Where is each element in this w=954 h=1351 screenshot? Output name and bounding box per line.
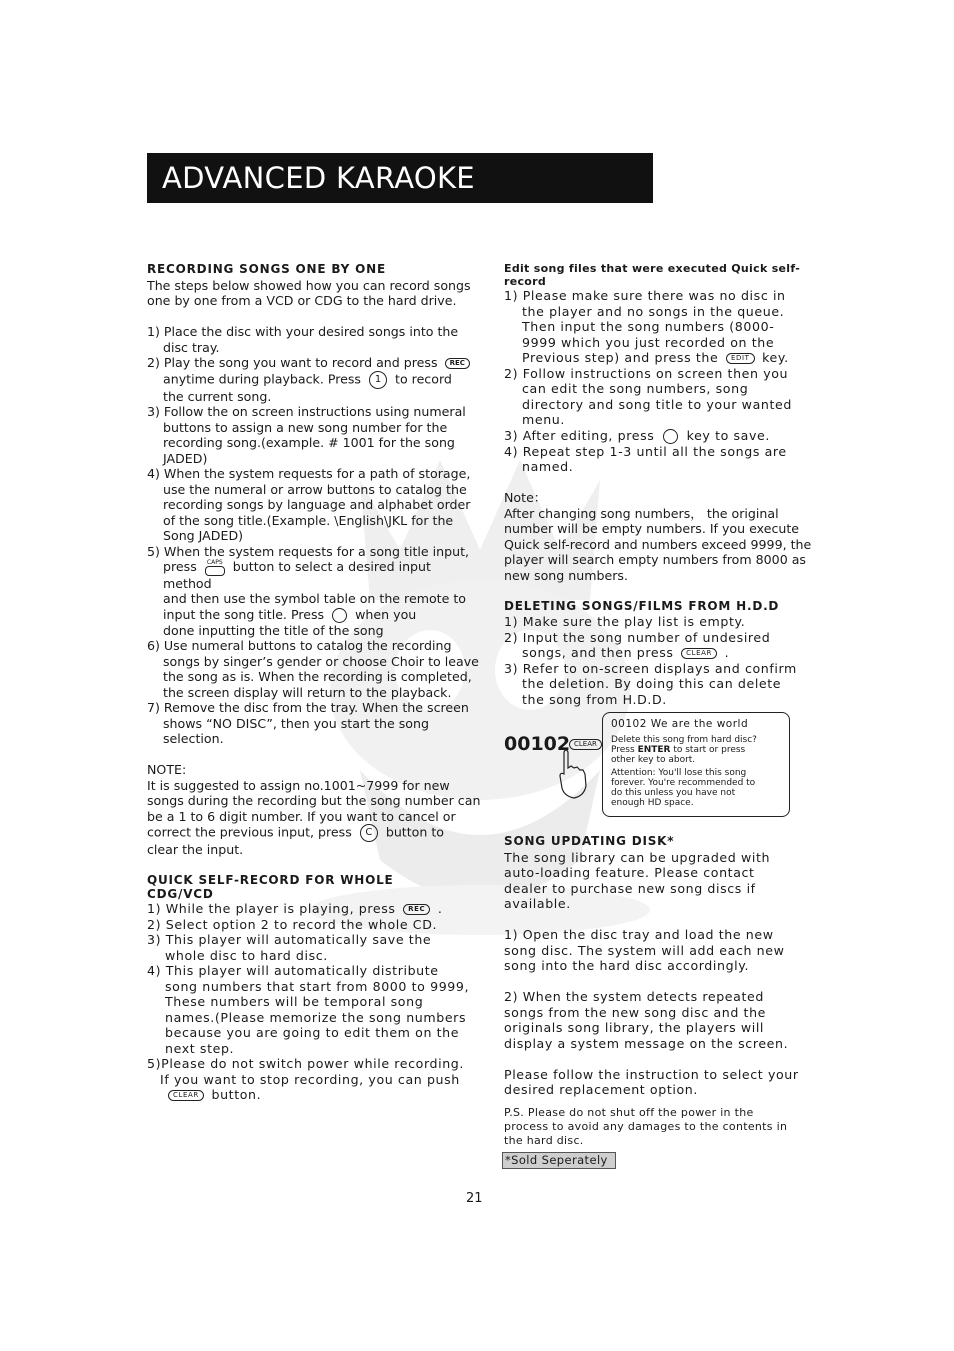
step-line: input the song title. Press when you bbox=[163, 606, 417, 622]
step-line: done inputting the title of the song bbox=[163, 622, 384, 638]
enter-key-icon bbox=[663, 429, 678, 444]
update-line: desired replacement option. bbox=[504, 1082, 698, 1097]
step-line: 7) Remove the disc from the tray. When the screen bbox=[147, 700, 469, 715]
clear-key-icon: CLEAR bbox=[569, 739, 602, 750]
page-title: ADVANCED KARAOKE OPERATION bbox=[162, 161, 475, 245]
step-line: menu. bbox=[522, 412, 565, 427]
note-line: clear the input. bbox=[147, 842, 244, 857]
step-line: 1) While the player is playing, press REC . bbox=[147, 901, 443, 916]
step-line: directory and song title to your wanted bbox=[522, 396, 792, 412]
step-line: names.(Please memorize the song numbers bbox=[165, 1009, 467, 1025]
step-line: next step. bbox=[165, 1040, 235, 1056]
screen-line: enough HD space. bbox=[611, 798, 694, 808]
update-line: songs from the new song disc and the bbox=[504, 1004, 767, 1020]
step-line: Then input the song numbers (8000- bbox=[522, 319, 775, 334]
update-line: available. bbox=[504, 896, 571, 911]
rec-key-icon: REC bbox=[403, 904, 430, 915]
caps-key-icon: CAPS bbox=[205, 560, 225, 576]
step-line: 3) Refer to on-screen displays and confirm bbox=[504, 660, 797, 676]
step-line: the current song. bbox=[163, 388, 272, 404]
note-heading: Note： bbox=[504, 490, 547, 505]
step-line: press CAPS button to select a desired input method bbox=[163, 558, 431, 591]
c-key-icon: C bbox=[360, 824, 378, 842]
step-line: can edit the song numbers, song bbox=[522, 381, 749, 396]
screen-line: forever. You're recommended to bbox=[611, 778, 756, 788]
step-line: named. bbox=[522, 459, 574, 474]
edit-key-icon: EDIT bbox=[726, 353, 755, 364]
step-line: 6) Use numeral buttons to catalog the recording bbox=[147, 638, 452, 653]
step-line: the player and no songs in the queue. bbox=[522, 303, 785, 319]
step-line: 2) Play the song you want to record and press REC bbox=[147, 355, 483, 371]
note-line: correct the previous input, press C button to bbox=[147, 824, 483, 842]
step-line: anytime during playback. Press 1 to record bbox=[147, 371, 483, 389]
update-line: display a system message on the screen. bbox=[504, 1035, 789, 1051]
step-line: Previous step) and press the EDIT key. bbox=[522, 350, 789, 365]
step-line: JADED) bbox=[163, 450, 208, 466]
step-line: recording song.(example. # 1001 for the song bbox=[163, 435, 455, 450]
step-line: use the numeral or arrow buttons to catalog the bbox=[163, 481, 467, 497]
step-line: Song JADED) bbox=[163, 528, 244, 543]
note-line: It is suggested to assign no.1001~7999 for new bbox=[147, 777, 450, 793]
screen-line: Attention: You'll lose this song bbox=[611, 768, 747, 778]
rec-key-icon: REC bbox=[445, 358, 470, 369]
note-line: be a 1 to 6 digit number. If you want to cancel or bbox=[147, 808, 456, 824]
step-line: 4) When the system requests for a path of storage, bbox=[147, 466, 471, 481]
update-line: auto-loading feature. Please contact bbox=[504, 865, 755, 880]
step-line: buttons to assign a new song number for the bbox=[163, 419, 448, 435]
ps-line: P.S. Please do not shut off the power in the bbox=[504, 1105, 754, 1119]
rec-intro-line: one by one from a VCD or CDG to the hard drive. bbox=[147, 293, 457, 308]
pointing-hand-icon bbox=[556, 748, 592, 800]
number-one-key-icon: 1 bbox=[369, 371, 387, 389]
step-line: because you are going to edit them on the bbox=[165, 1025, 460, 1040]
page-title-banner bbox=[147, 153, 653, 245]
step-line: 2) Follow instructions on screen then you bbox=[504, 365, 789, 381]
step-line: shows “NO DISC”, then you start the song bbox=[163, 715, 429, 731]
note-heading: NOTE: bbox=[147, 762, 187, 777]
right-column bbox=[504, 262, 814, 707]
note-line: player will search empty numbers from 8000 as bbox=[504, 552, 806, 567]
page-number: 21 bbox=[466, 1191, 483, 1206]
step-line: 4) Repeat step 1-3 until all the songs are bbox=[504, 443, 787, 459]
step-line: 1) Make sure the play list is empty. bbox=[504, 614, 746, 629]
update-line: The song library can be upgraded with bbox=[504, 849, 771, 865]
step-line: 3) After editing, press key to save. bbox=[504, 427, 771, 443]
update-heading: SONG UPDATING DISK* bbox=[504, 834, 675, 848]
delete-confirm-screen bbox=[602, 712, 790, 817]
step-line: recording songs by language and alphabet order bbox=[163, 497, 471, 512]
left-column bbox=[147, 262, 483, 1103]
step-line: the screen display will return to the playback. bbox=[163, 684, 452, 700]
step-line: of the song title.(Example. \English\JKL for the bbox=[163, 512, 454, 528]
ps-line: process to avoid any damages to the contents in bbox=[504, 1119, 788, 1133]
step-line: CLEAR button. bbox=[147, 1087, 483, 1103]
rec-intro-line: The steps below showed how you can record songs bbox=[147, 277, 471, 293]
step-line: song numbers that start from 8000 to 9999, bbox=[165, 978, 470, 994]
enter-key-icon bbox=[332, 608, 347, 623]
update-line: dealer to purchase new song discs if bbox=[504, 880, 756, 896]
song-number-display: 00102 bbox=[504, 733, 571, 755]
step-line: songs by singer’s gender or choose Choir to leave bbox=[163, 653, 479, 669]
screen-title: 00102 We are the world bbox=[611, 718, 749, 730]
step-line: disc tray. bbox=[163, 339, 220, 355]
clear-key-icon: CLEAR bbox=[681, 648, 717, 659]
edit-heading: Edit song files that were executed Quick self-record bbox=[504, 262, 801, 288]
update-line: Please follow the instruction to select your bbox=[504, 1066, 799, 1082]
step-line: 5)Please do not switch power while recording. bbox=[147, 1056, 464, 1071]
step-line: 1) Please make sure there was no disc in bbox=[504, 288, 786, 303]
update-line: 1) Open the disc tray and load the new bbox=[504, 927, 774, 942]
step-line: whole disc to hard disc. bbox=[165, 947, 328, 963]
step-line: the song as is. When the recording is completed, bbox=[163, 669, 472, 684]
note-line: songs during the recording but the song number can bbox=[147, 793, 481, 808]
clear-key-icon: CLEAR bbox=[168, 1090, 204, 1101]
ps-line: the hard disc. bbox=[504, 1133, 584, 1147]
step-line: 3) Follow the on screen instructions using numeral bbox=[147, 404, 466, 419]
screen-line: do this unless you have not bbox=[611, 788, 736, 798]
step-line: 9999 which you just recorded on the bbox=[522, 334, 775, 350]
step-line: songs, and then press CLEAR . bbox=[522, 645, 730, 660]
update-line: song disc. The system will add each new bbox=[504, 942, 785, 958]
step-line: 2) Select option 2 to record the whole CD. bbox=[147, 916, 438, 932]
note-line: Quick self-record and numbers exceed 9999, the bbox=[504, 536, 812, 552]
step-line: the deletion. By doing this can delete bbox=[522, 676, 782, 691]
step-line: and then use the symbol table on the remote to bbox=[163, 591, 467, 606]
screen-line: Press ENTER to start or press bbox=[611, 745, 746, 755]
update-section bbox=[504, 834, 814, 1148]
screen-line: Delete this song from hard disc? bbox=[611, 735, 757, 745]
step-line: 3) This player will automatically save the bbox=[147, 932, 432, 947]
quick-self-record-heading: CDG/VCD bbox=[147, 887, 214, 901]
delete-heading: DELETING SONGS/FILMS FROM H.D.D bbox=[504, 598, 780, 613]
quick-self-record-heading: QUICK SELF-RECORD FOR WHOLE bbox=[147, 873, 394, 887]
step-line: If you want to stop recording, you can push bbox=[160, 1071, 460, 1087]
sold-separately-label: *Sold Seperately bbox=[502, 1152, 616, 1169]
screen-line: other key to abort. bbox=[611, 755, 696, 765]
step-line: selection. bbox=[163, 731, 224, 746]
note-line: number will be empty numbers. If you execute bbox=[504, 521, 800, 536]
recording-heading: RECORDING SONGS ONE BY ONE bbox=[147, 262, 386, 276]
step-line: 5) When the system requests for a song title input, bbox=[147, 543, 470, 559]
step-line: the song from H.D.D. bbox=[522, 691, 667, 707]
step-line: 2) Input the song number of undesired bbox=[504, 629, 771, 645]
update-line: song into the hard disc accordingly. bbox=[504, 958, 750, 973]
step-line: These numbers will be temporal song bbox=[165, 994, 424, 1009]
note-line: After changing song numbers， the original bbox=[504, 505, 779, 521]
update-line: 2) When the system detects repeated bbox=[504, 989, 764, 1004]
step-line: 4) This player will automatically distribute bbox=[147, 963, 439, 978]
step-line: 1) Place the disc with your desired songs into the bbox=[147, 324, 459, 339]
update-line: originals song library, the players will bbox=[504, 1020, 765, 1035]
note-line: new song numbers. bbox=[504, 567, 628, 583]
